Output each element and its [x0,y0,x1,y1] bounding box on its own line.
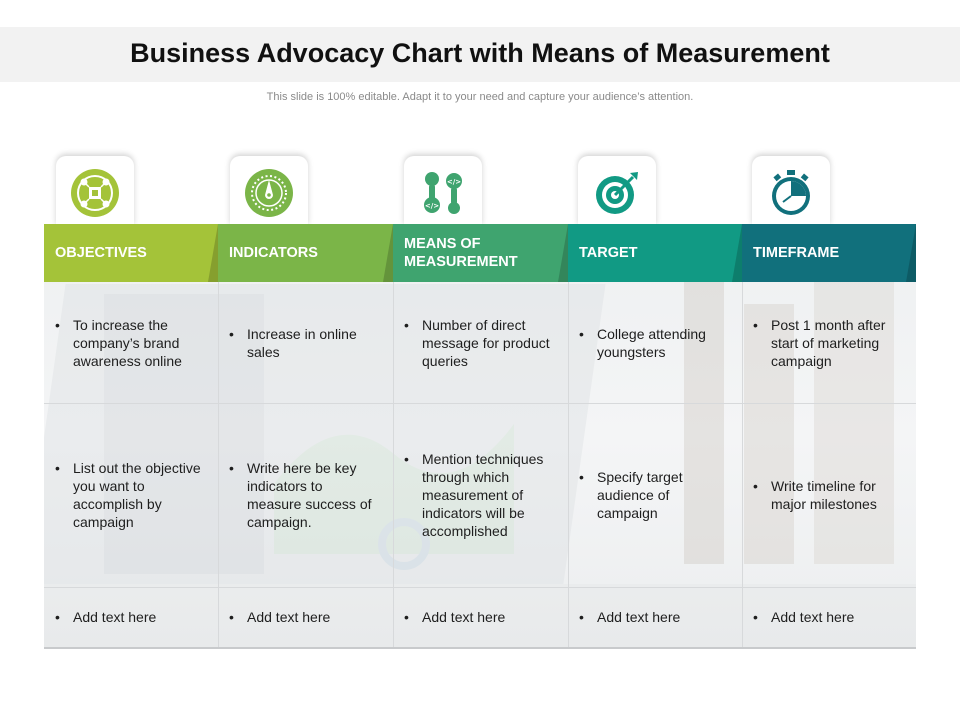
cell-text: • Mention techniques through which measurement of indicators will be accomplished [422,450,553,540]
table-cell [393,403,567,587]
table-cell [44,587,218,647]
advocacy-table [44,224,916,648]
svg-text:</>: </> [424,202,440,210]
table-cell [218,282,392,403]
target-network-icon [70,168,120,218]
table-cell [742,403,916,587]
header-timeframe: TIMEFRAME [742,224,916,282]
header-indicators: INDICATORS [218,224,393,282]
cell-text: • List out the objective you want to accomplish by campaign [73,459,204,531]
bullseye-arrow-icon [592,168,642,218]
header-objectives: OBJECTIVES [44,224,218,282]
table-cell [44,403,218,587]
compass-icon [244,168,294,218]
magnifier-code-icon [418,168,468,218]
table-cell [742,587,916,647]
cell-text: • Add text here [422,608,505,626]
cell-text: • Increase in online sales [247,325,378,361]
cell-text: • Write timeline for major milestones [771,477,902,513]
table-cell [218,403,392,587]
slide-title: Business Advocacy Chart with Means of Measurement [130,38,830,68]
stopwatch-icon [766,168,816,218]
svg-text:</>: </> [446,178,462,186]
icon-tab-timeframe [752,156,830,226]
table-cell [218,587,392,647]
icon-tab-indicators [230,156,308,226]
cell-text: • College attending youngsters [597,325,728,361]
icon-tab-measurement [404,156,482,226]
header-target: TARGET [568,224,742,282]
cell-text: • Number of direct message for product queries [422,316,553,370]
icon-tab-target [578,156,656,226]
cell-text: • Post 1 month after start of marketing campaign [771,316,902,370]
table-cell [568,282,742,403]
cell-text: • Write here be key indicators to measure success of campaign. [247,459,378,531]
table-cell [393,282,567,403]
table-cell [742,282,916,403]
slide-subtitle: This slide is 100% editable. Adapt it to your need and capture your audience’s attention. [266,91,694,103]
table-cell [568,403,742,587]
cell-text: • Add text here [73,608,156,626]
header-means-of-measurement: MEANS OF MEASUREMENT [393,224,568,282]
table-cell [568,587,742,647]
table-bottom-border [44,647,916,649]
table-cell [44,282,218,403]
cell-text: • To increase the company’s brand awareness online [73,316,204,370]
cell-text: • Add text here [771,608,854,626]
icon-tab-objectives [56,156,134,226]
cell-text: • Add text here [247,608,330,626]
cell-text: • Specify target audience of campaign [597,468,728,522]
cell-text: • Add text here [597,608,680,626]
table-cell [393,587,567,647]
